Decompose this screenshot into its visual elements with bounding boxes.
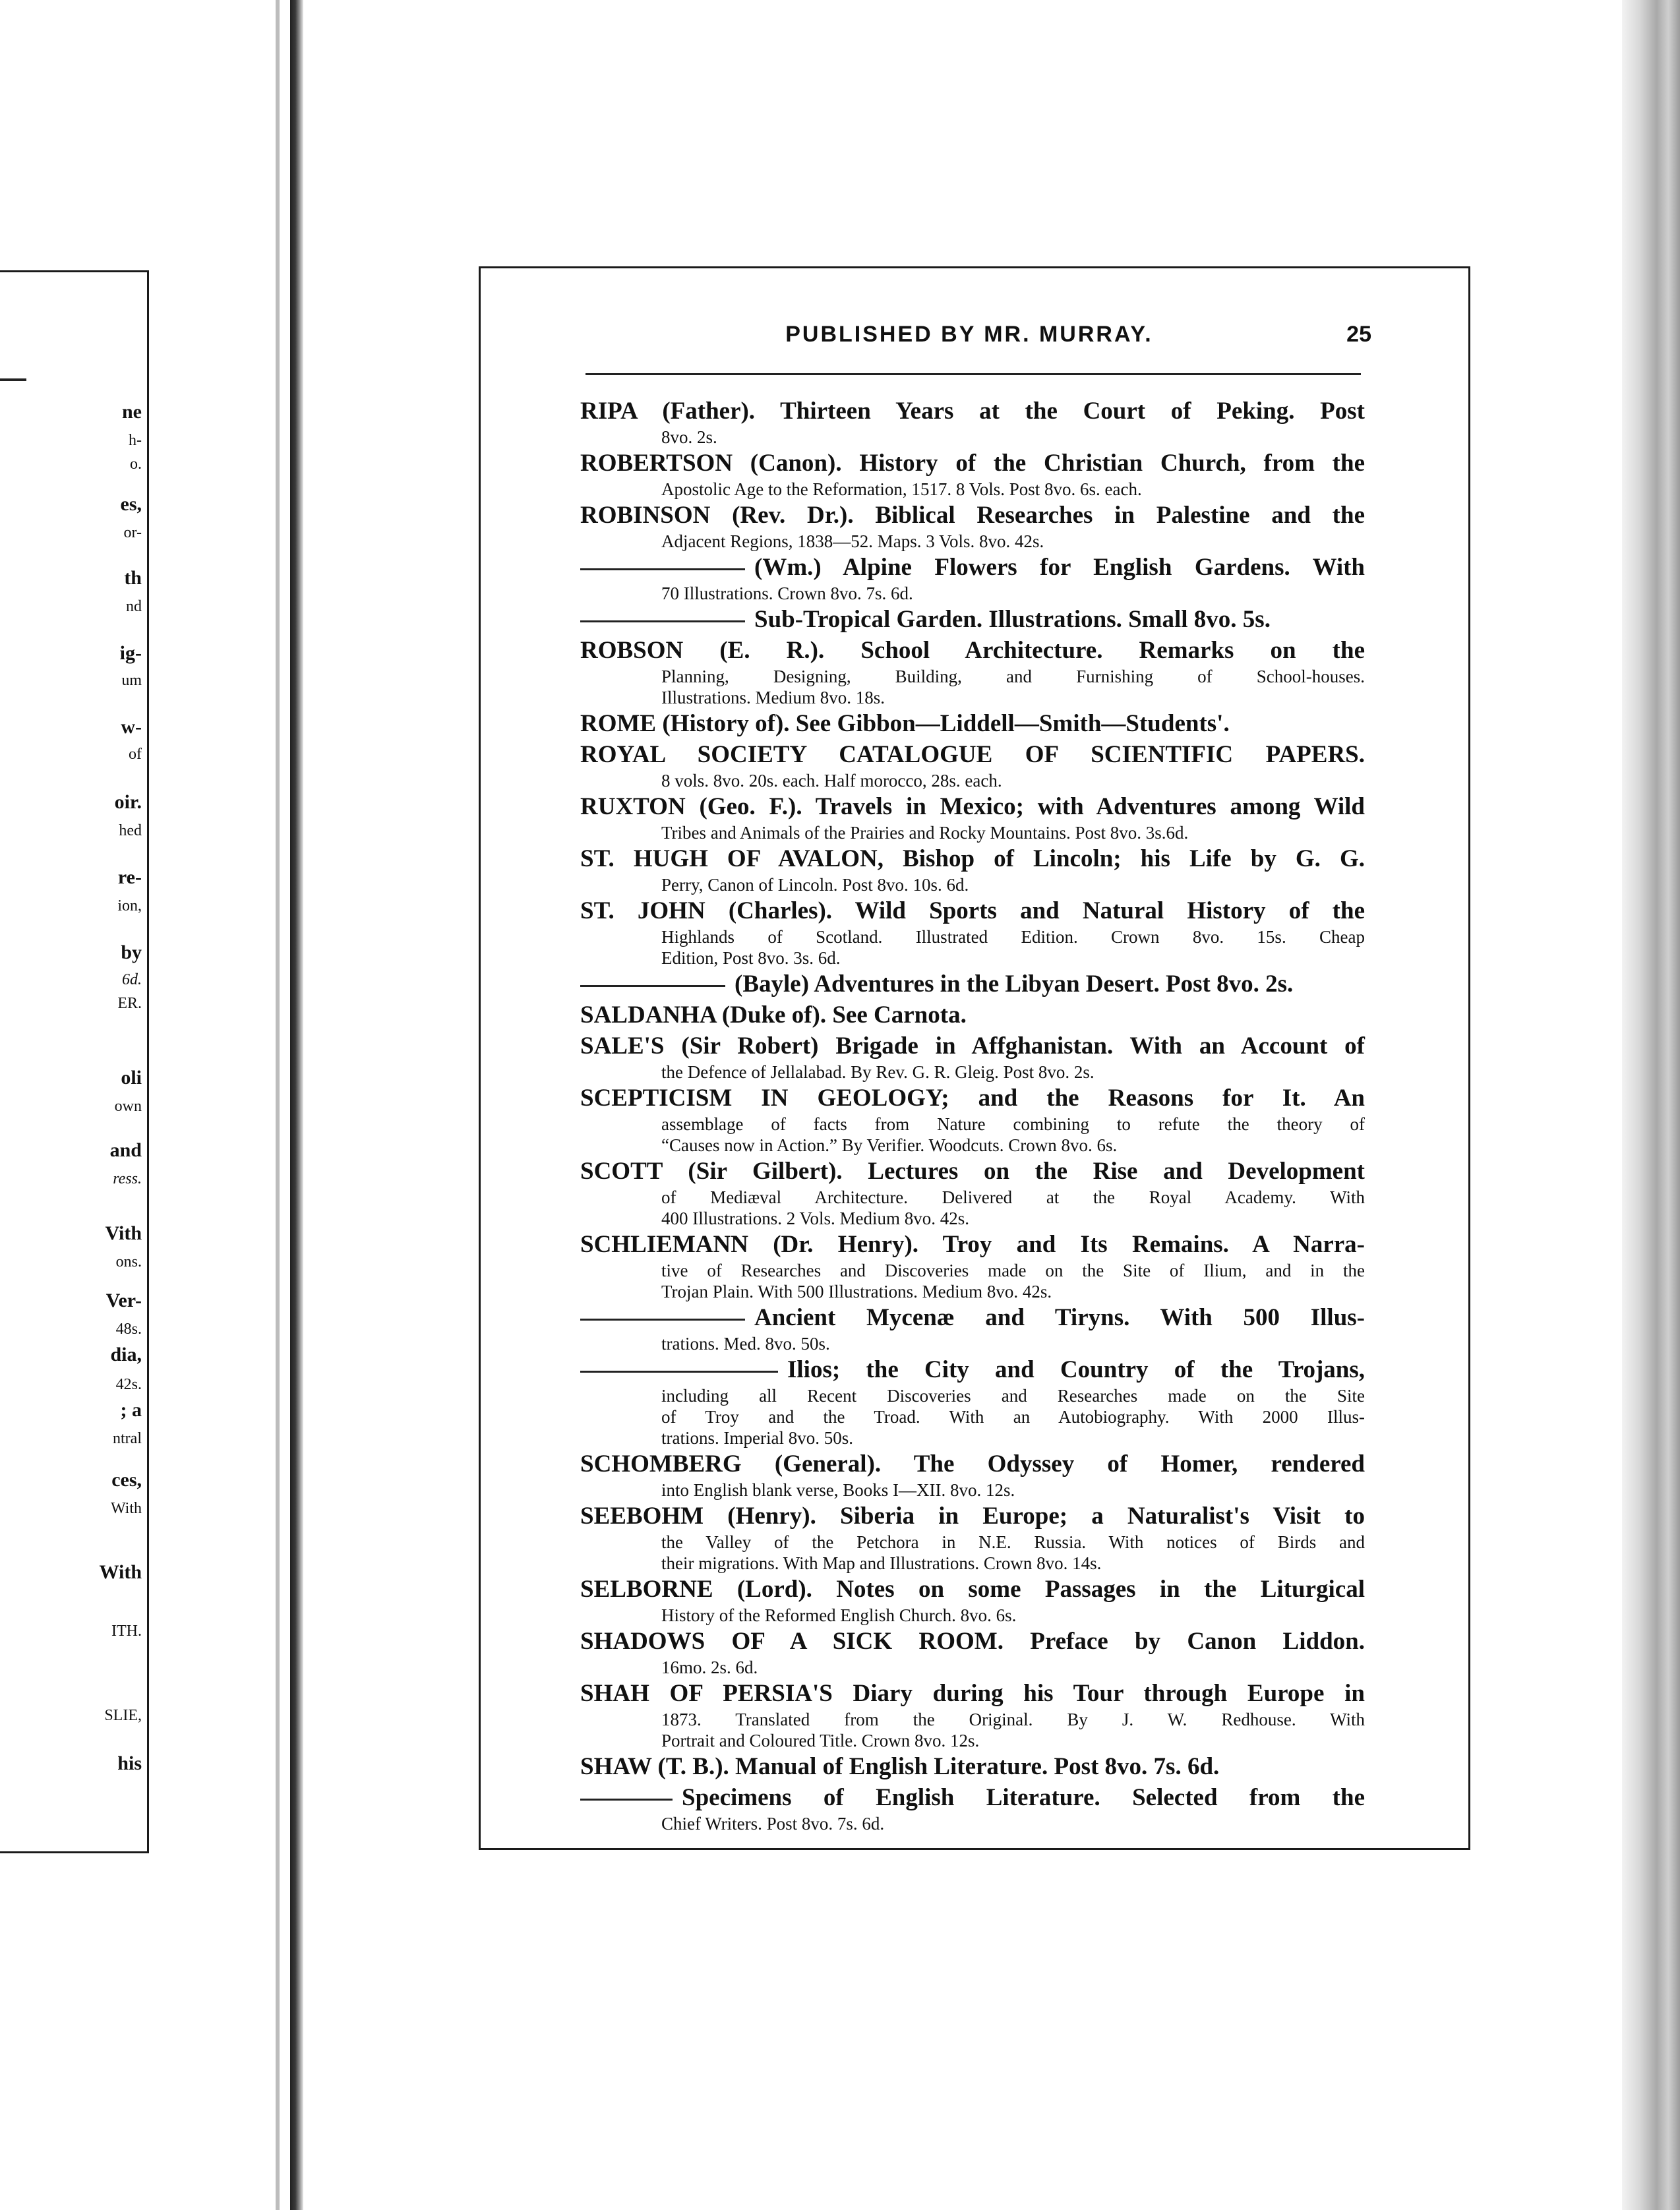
entry-heading <box>580 895 1365 926</box>
catalogue-entry <box>580 604 1365 635</box>
left-fragment: by <box>121 941 142 963</box>
entry-heading-text: SHAW (T. B.). Manual of English Literature. Post 8vo. 7s. 6d. <box>580 1753 1220 1780</box>
entry-detail-line: Tribes and Animals of the Prairies and Rocky Mountains. Post 8vo. 3s.6d. <box>661 823 1189 843</box>
left-fragment: es, <box>120 493 142 515</box>
entry-heading-text: (Bayle) Adventures in the Libyan Desert. Post 8vo. 2s. <box>735 971 1294 998</box>
left-fragment: Vith <box>105 1222 142 1244</box>
entry-heading <box>580 1030 1365 1061</box>
entry-heading-text: SHADOWS OF A SICK ROOM. Preface by Canon Liddon. <box>580 1628 1365 1655</box>
left-fragment: oli <box>121 1067 142 1089</box>
entry-heading-text: SELBORNE (Lord). Notes on some Passages in the Liturgical <box>580 1576 1365 1603</box>
entry-detail-line: assemblage of facts from Nature combining to refute the theory of <box>661 1114 1365 1134</box>
left-page-edge <box>276 0 280 2210</box>
entry-heading-text: Sub-Tropical Garden. Illustrations. Small 8vo. 5s. <box>754 606 1271 633</box>
catalogue-entry <box>580 843 1365 895</box>
ditto-rule <box>580 568 745 570</box>
entry-heading <box>580 635 1365 666</box>
entry-detail-line: into English blank verse, Books I—XII. 8vo. 12s. <box>661 1480 1015 1500</box>
entry-heading <box>580 1083 1365 1114</box>
entry-heading <box>580 969 1365 1000</box>
entry-detail-line: Edition, Post 8vo. 3s. 6d. <box>661 948 841 968</box>
left-fragment: o. <box>130 456 142 473</box>
entry-detail-line: History of the Reformed English Church. 8vo. 6s. <box>661 1605 1017 1625</box>
catalogue-entry <box>580 500 1365 552</box>
entry-heading <box>580 1302 1365 1333</box>
entry-detail-line: Adjacent Regions, 1838—52. Maps. 3 Vols. 8vo. 42s. <box>661 531 1044 551</box>
left-fragment: hed <box>119 822 142 839</box>
left-fragment: ig- <box>119 642 142 664</box>
entry-heading-text: RIPA (Father). Thirteen Years at the Court of Peking. Post <box>580 398 1365 425</box>
entry-detail-line: 1873. Translated from the Original. By J. W. Redhouse. With <box>661 1710 1365 1729</box>
entry-detail-line: 16mo. 2s. 6d. <box>661 1658 758 1677</box>
entry-heading-text: Ancient Mycenæ and Tiryns. With 500 Illus- <box>754 1304 1365 1331</box>
entry-heading <box>580 448 1365 479</box>
left-fragment: and <box>109 1139 142 1161</box>
left-fragment: of <box>129 746 142 763</box>
running-title: PUBLISHED BY MR. MURRAY. <box>785 322 1153 347</box>
left-fragment: 42s. <box>115 1376 142 1393</box>
catalogue-entry <box>580 708 1365 739</box>
left-fragment: ER. <box>117 995 142 1012</box>
catalogue-entry <box>580 969 1365 1000</box>
catalogue-entry <box>580 1156 1365 1229</box>
entry-detail-line: Trojan Plain. With 500 Illustrations. Medium 8vo. 42s. <box>661 1282 1052 1301</box>
catalogue-entry <box>580 552 1365 604</box>
left-fragment: SLIE, <box>104 1707 142 1724</box>
catalogue-entry <box>580 1782 1365 1834</box>
entry-heading <box>580 552 1365 583</box>
entry-detail-line: the Defence of Jellalabad. By Rev. G. R. Gleig. Post 8vo. 2s. <box>661 1062 1095 1082</box>
catalogue-entry <box>580 1229 1365 1302</box>
ditto-rule <box>580 985 725 987</box>
left-fragment: w- <box>121 716 142 738</box>
catalogue-entry <box>580 1302 1365 1354</box>
ditto-rule <box>580 1319 745 1321</box>
book-gutter <box>290 0 303 2210</box>
left-fragment: 48s. <box>115 1321 142 1338</box>
left-fragment: ntral <box>113 1430 142 1447</box>
entry-heading-text: ROME (History of). See Gibbon—Liddell—Smith—Students'. <box>580 710 1230 737</box>
left-fragment: ion, <box>117 897 142 914</box>
entry-heading-text: Ilios; the City and Country of the Trojans, <box>787 1356 1365 1383</box>
entry-detail-line: 8vo. 2s. <box>661 427 717 447</box>
entry-heading <box>580 1501 1365 1532</box>
catalogue-entry <box>580 1626 1365 1678</box>
catalogue-entry <box>580 1000 1365 1030</box>
entry-heading-text: SCHOMBERG (General). The Odyssey of Homer, rendered <box>580 1450 1365 1478</box>
left-fragment: own <box>114 1098 142 1115</box>
entry-heading <box>580 1678 1365 1709</box>
entry-heading-text: (Wm.) Alpine Flowers for English Gardens. With <box>754 554 1365 581</box>
entry-heading <box>580 1354 1365 1385</box>
entry-heading <box>580 791 1365 822</box>
entry-detail-line: “Causes now in Action.” By Verifier. Woodcuts. Crown 8vo. 6s. <box>661 1135 1118 1155</box>
entry-detail-line: of Mediæval Architecture. Delivered at the Royal Academy. With <box>661 1187 1365 1207</box>
left-fragment: or- <box>123 524 142 541</box>
entry-heading <box>580 739 1365 770</box>
entry-heading <box>580 1782 1365 1813</box>
left-fragment: um <box>121 672 142 689</box>
left-page-rule <box>0 378 26 381</box>
entry-detail-line: of Troy and the Troad. With an Autobiography. With 2000 Illus- <box>661 1407 1365 1427</box>
ditto-rule <box>580 1371 778 1373</box>
left-fragment: Ver- <box>105 1290 142 1311</box>
entry-heading <box>580 708 1365 739</box>
left-fragment: ons. <box>115 1253 142 1270</box>
ditto-rule <box>580 1799 673 1801</box>
catalogue-entry <box>580 1574 1365 1626</box>
ditto-rule <box>580 620 745 622</box>
entry-heading <box>580 500 1365 531</box>
entry-heading-text: SEEBOHM (Henry). Siberia in Europe; a Naturalist's Visit to <box>580 1503 1365 1530</box>
entry-detail-line: including all Recent Discoveries and Researches made on the Site <box>661 1386 1365 1406</box>
left-fragment: his <box>117 1752 142 1774</box>
entry-heading-text: RUXTON (Geo. F.). Travels in Mexico; with Adventures among Wild <box>580 793 1365 820</box>
entry-heading-text: ROBSON (E. R.). School Architecture. Remarks on the <box>580 637 1365 664</box>
left-fragment: ; a <box>120 1399 142 1421</box>
catalogue-entry <box>580 1501 1365 1574</box>
left-fragment: 6d. <box>122 971 142 988</box>
entry-detail-line: Highlands of Scotland. Illustrated Edition. Crown 8vo. 15s. Cheap <box>661 927 1365 947</box>
catalogue-entry <box>580 635 1365 708</box>
catalogue-entry <box>580 791 1365 843</box>
catalogue-entry <box>580 1678 1365 1751</box>
entry-heading <box>580 843 1365 874</box>
entry-detail-line: 8 vols. 8vo. 20s. each. Half morocco, 28s. each. <box>661 771 1002 791</box>
entry-heading-text: SALE'S (Sir Robert) Brigade in Affghanistan. With an Account of <box>580 1032 1365 1060</box>
left-fragment: With <box>99 1561 142 1583</box>
entry-detail-line: Apostolic Age to the Reformation, 1517. 8 Vols. Post 8vo. 6s. each. <box>661 479 1142 499</box>
entry-heading-text: ST. HUGH OF AVALON, Bishop of Lincoln; his Life by G. G. <box>580 845 1365 872</box>
entry-detail-line: Chief Writers. Post 8vo. 7s. 6d. <box>661 1814 885 1834</box>
entry-heading <box>580 1000 1365 1030</box>
left-fragment: dia, <box>110 1344 142 1365</box>
entry-heading <box>580 1626 1365 1657</box>
entry-detail-line: the Valley of the Petchora in N.E. Russia. With notices of Birds and <box>661 1532 1365 1552</box>
entry-detail-line: their migrations. With Map and Illustrations. Crown 8vo. 14s. <box>661 1553 1102 1573</box>
page-number: 25 <box>1346 322 1371 347</box>
entry-detail-line: trations. Med. 8vo. 50s. <box>661 1334 830 1354</box>
catalogue-entry <box>580 1083 1365 1156</box>
entry-detail-line: Perry, Canon of Lincoln. Post 8vo. 10s. 6d. <box>661 875 969 895</box>
left-fragment: ne <box>122 401 142 423</box>
entry-detail-line: 70 Illustrations. Crown 8vo. 7s. 6d. <box>661 583 913 603</box>
entry-heading-text: SCOTT (Sir Gilbert). Lectures on the Rise and Development <box>580 1158 1365 1185</box>
catalogue-entry <box>580 1354 1365 1448</box>
entry-detail-line: trations. Imperial 8vo. 50s. <box>661 1428 853 1448</box>
left-fragment: th <box>124 567 142 589</box>
entry-heading <box>580 1574 1365 1605</box>
left-fragment: nd <box>126 598 142 615</box>
entry-detail-line: Portrait and Coloured Title. Crown 8vo. 12s. <box>661 1731 980 1750</box>
entry-detail-line: Planning, Designing, Building, and Furnishing of School-houses. <box>661 667 1365 686</box>
catalogue-entry <box>580 396 1365 448</box>
catalogue-entry <box>580 1030 1365 1083</box>
entry-heading <box>580 396 1365 427</box>
entry-detail-line: 400 Illustrations. 2 Vols. Medium 8vo. 42s. <box>661 1209 970 1228</box>
left-fragment: With <box>110 1500 142 1517</box>
left-fragment: ces, <box>111 1469 142 1491</box>
catalogue-entry <box>580 1751 1365 1782</box>
left-fragment: ress. <box>113 1170 142 1187</box>
catalogue-entry <box>580 448 1365 500</box>
catalogue-entry <box>580 739 1365 791</box>
entry-heading <box>580 604 1365 635</box>
left-fragment: oir. <box>114 791 142 813</box>
header-rule <box>585 373 1361 375</box>
entry-heading-text: Specimens of English Literature. Selected from the <box>682 1784 1365 1811</box>
entry-heading <box>580 1156 1365 1187</box>
entry-heading <box>580 1751 1365 1782</box>
left-fragment: ITH. <box>111 1623 142 1640</box>
entry-heading-text: ST. JOHN (Charles). Wild Sports and Natural History of the <box>580 897 1365 924</box>
catalogue-entry <box>580 1448 1365 1501</box>
catalogue-entry <box>580 895 1365 969</box>
left-fragment: re- <box>117 866 142 888</box>
entry-heading <box>580 1448 1365 1479</box>
entry-detail-line: tive of Researches and Discoveries made on the Site of Ilium, and in the <box>661 1261 1365 1280</box>
entry-heading-text: ROBINSON (Rev. Dr.). Biblical Researches in Palestine and the <box>580 502 1365 529</box>
entry-heading <box>580 1229 1365 1260</box>
entry-heading-text: SCEPTICISM IN GEOLOGY; and the Reasons for It. An <box>580 1085 1365 1112</box>
entry-heading-text: SCHLIEMANN (Dr. Henry). Troy and Its Remains. A Narra- <box>580 1231 1365 1258</box>
entry-heading-text: ROYAL SOCIETY CATALOGUE OF SCIENTIFIC PAPERS. <box>580 741 1365 768</box>
entry-detail-line: Illustrations. Medium 8vo. 18s. <box>661 688 885 707</box>
page-fore-edge <box>1622 0 1680 2210</box>
running-head <box>567 322 1371 355</box>
entry-heading-text: SHAH OF PERSIA'S Diary during his Tour through Europe in <box>580 1680 1365 1707</box>
entry-heading-text: ROBERTSON (Canon). History of the Christian Church, from the <box>580 450 1365 477</box>
entry-heading-text: SALDANHA (Duke of). See Carnota. <box>580 1001 967 1029</box>
left-fragment: h- <box>129 432 142 449</box>
catalogue-entries <box>580 396 1365 1834</box>
